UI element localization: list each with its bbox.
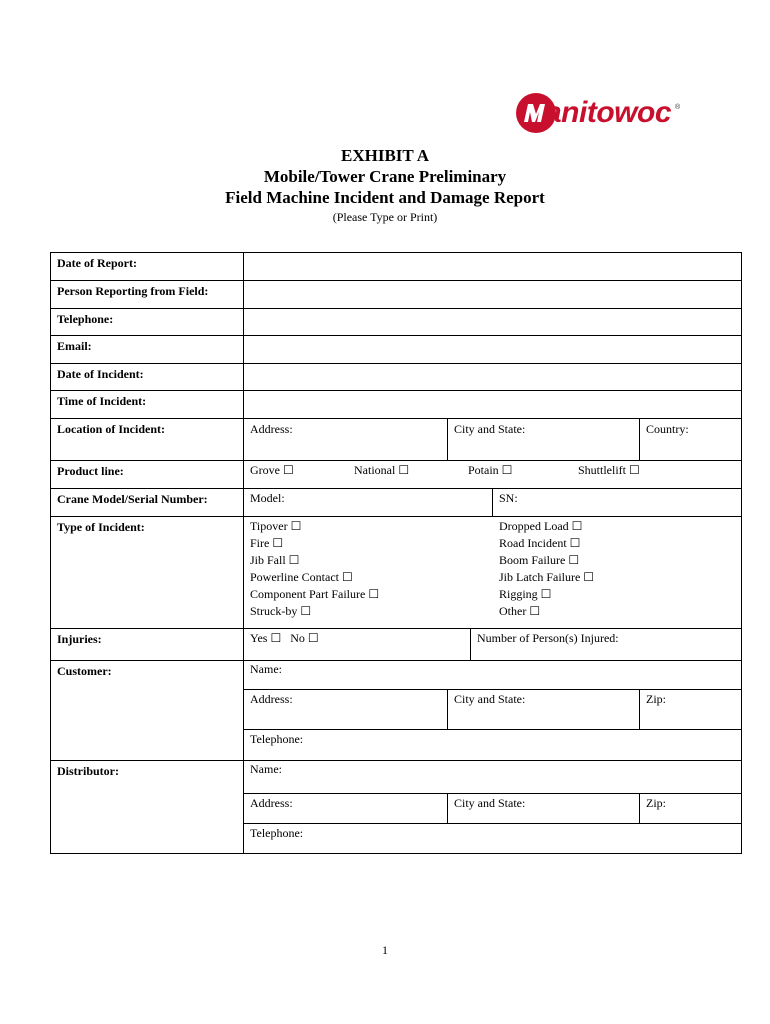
location-address-field[interactable]: Address: [250, 422, 293, 436]
person-reporting-label: Person Reporting from Field: [57, 284, 209, 298]
distributor-name-field[interactable]: Name: [250, 762, 282, 776]
customer-name-field[interactable]: Name: [250, 662, 282, 676]
row-crane-model [51, 489, 741, 517]
incident-struck-by-checkbox[interactable]: Struck-by ☐ [250, 604, 312, 618]
row-injuries [51, 629, 741, 661]
crane-model-label: Crane Model/Serial Number: [57, 492, 208, 506]
manitowoc-logo [515, 92, 680, 134]
row-email [51, 336, 741, 364]
distributor-address-field[interactable]: Address: [250, 796, 293, 810]
injuries-label: Injuries: [57, 632, 102, 646]
email-label: Email: [57, 339, 92, 353]
page-number: 1 [382, 943, 388, 957]
product-potain-checkbox[interactable]: Potain ☐ [468, 463, 513, 477]
customer-telephone-field[interactable]: Telephone: [250, 732, 304, 746]
incident-jib-latch-checkbox[interactable]: Jib Latch Failure ☐ [499, 570, 595, 584]
distributor-telephone-field[interactable]: Telephone: [250, 826, 304, 840]
cell-divider [447, 793, 448, 823]
exhibit-title: EXHIBIT A [340, 146, 430, 165]
incident-type-left-list [250, 518, 379, 620]
cell-divider [244, 793, 741, 794]
incident-component-failure-checkbox[interactable]: Component Part Failure ☐ [250, 587, 380, 601]
date-of-report-label: Date of Report: [57, 256, 137, 270]
cell-divider [639, 419, 640, 460]
date-of-incident-label: Date of Incident: [57, 367, 144, 381]
incident-dropped-load-checkbox[interactable]: Dropped Load ☐ [499, 519, 583, 533]
document-header [0, 145, 770, 225]
product-grove-checkbox[interactable]: Grove ☐ [250, 463, 294, 477]
date-of-incident-field[interactable] [244, 364, 741, 390]
incident-tipover-checkbox[interactable]: Tipover ☐ [250, 519, 302, 533]
cell-divider [492, 489, 493, 516]
report-title-line1: Mobile/Tower Crane Preliminary [263, 167, 507, 186]
incident-fire-checkbox[interactable]: Fire ☐ [250, 536, 284, 550]
incident-rigging-checkbox[interactable]: Rigging ☐ [499, 587, 552, 601]
incident-boom-failure-checkbox[interactable]: Boom Failure ☐ [499, 553, 580, 567]
injuries-yes-no-checkbox[interactable]: Yes ☐ No ☐ [250, 631, 319, 645]
cell-divider [447, 689, 448, 729]
distributor-block [51, 761, 741, 853]
telephone-field[interactable] [244, 309, 741, 335]
customer-city-state-field[interactable]: City and State: [454, 692, 526, 706]
cell-divider [244, 689, 741, 690]
row-telephone [51, 309, 741, 336]
row-date-of-incident [51, 364, 741, 391]
telephone-label: Telephone: [57, 312, 114, 326]
distributor-city-state-field[interactable]: City and State: [454, 796, 526, 810]
location-country-field[interactable]: Country: [646, 422, 689, 436]
location-label: Location of Incident: [57, 422, 165, 436]
product-national-checkbox[interactable]: National ☐ [354, 463, 410, 477]
row-date-of-report [51, 253, 741, 281]
incident-powerline-checkbox[interactable]: Powerline Contact ☐ [250, 570, 353, 584]
customer-label: Customer: [57, 664, 112, 678]
incident-report-form [50, 252, 742, 854]
incident-type-right-list [499, 518, 594, 620]
cell-divider [470, 629, 471, 660]
row-location [51, 419, 741, 460]
time-of-incident-field[interactable] [244, 391, 741, 418]
email-field[interactable] [244, 336, 741, 363]
time-of-incident-label: Time of Incident: [57, 394, 147, 408]
cell-divider [639, 689, 640, 729]
customer-block [51, 661, 741, 761]
report-title-line2: Field Machine Incident and Damage Report [225, 188, 545, 207]
cell-divider [639, 793, 640, 823]
cell-divider [244, 823, 741, 824]
incident-other-checkbox[interactable]: Other ☐ [499, 604, 541, 618]
product-line-label: Product line: [57, 464, 124, 478]
row-person-reporting [51, 281, 741, 309]
location-city-state-field[interactable]: City and State: [454, 422, 526, 436]
incident-jib-fall-checkbox[interactable]: Jib Fall ☐ [250, 553, 300, 567]
cell-divider [447, 419, 448, 460]
customer-zip-field[interactable]: Zip: [646, 692, 666, 706]
print-instruction: (Please Type or Print) [332, 210, 438, 224]
row-time-of-incident [51, 391, 741, 419]
row-type-of-incident [51, 517, 741, 629]
distributor-label: Distributor: [57, 764, 119, 778]
incident-road-checkbox[interactable]: Road Incident ☐ [499, 536, 581, 550]
cell-divider [244, 729, 741, 730]
product-shuttlelift-checkbox[interactable]: Shuttlelift ☐ [578, 463, 640, 477]
logo-wordmark: anitowoc [545, 96, 672, 129]
person-reporting-field[interactable] [244, 281, 741, 308]
crane-model-field[interactable]: Model: [250, 491, 285, 505]
crane-serial-field[interactable]: SN: [499, 491, 518, 505]
type-of-incident-label: Type of Incident: [57, 520, 145, 534]
row-product-line [51, 461, 741, 489]
customer-address-field[interactable]: Address: [250, 692, 293, 706]
logo-registered-mark: ® [675, 104, 681, 111]
injured-count-field[interactable]: Number of Person(s) Injured: [477, 631, 619, 645]
distributor-zip-field[interactable]: Zip: [646, 796, 666, 810]
date-of-report-field[interactable] [244, 253, 741, 280]
